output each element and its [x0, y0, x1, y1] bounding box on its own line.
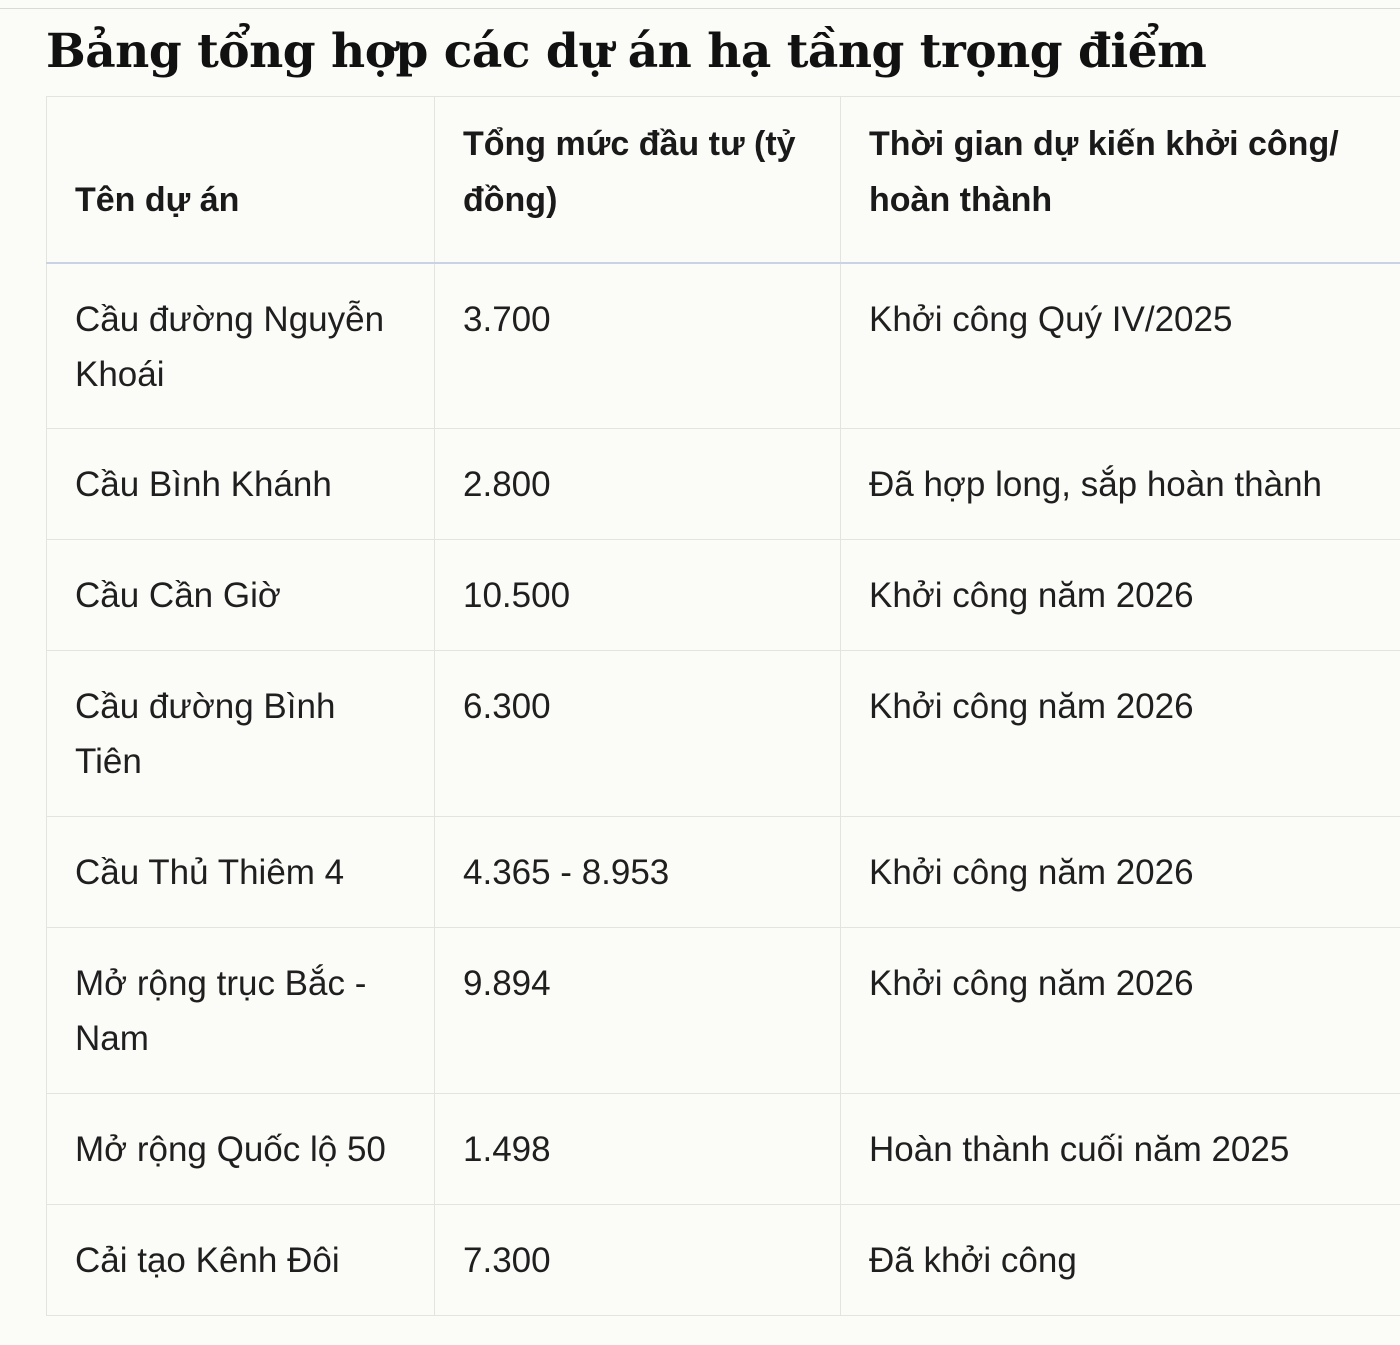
table-row — [47, 1094, 1400, 1205]
table-row — [47, 817, 1400, 928]
timeline-cell: Khởi công năm 2026 — [841, 540, 1400, 651]
column-header-timeline: Thời gian dự kiến khởi công/ hoàn thành — [841, 97, 1400, 263]
projects-table — [46, 96, 1400, 1316]
project-name-cell: Cầu Thủ Thiêm 4 — [47, 817, 435, 928]
column-header-investment: Tổng mức đầu tư (tỷ đồng) — [435, 97, 841, 263]
project-name-cell: Cầu đường Nguyễn Khoái — [47, 263, 435, 429]
project-name-cell: Mở rộng Quốc lộ 50 — [47, 1094, 435, 1205]
table-row — [47, 651, 1400, 817]
table-row — [47, 928, 1400, 1094]
projects-table-container — [46, 96, 1400, 1316]
timeline-cell: Khởi công năm 2026 — [841, 928, 1400, 1094]
investment-cell: 1.498 — [435, 1094, 841, 1205]
page-title: Bảng tổng hợp các dự án hạ tầng trọng điểm — [46, 24, 1207, 79]
timeline-cell: Khởi công năm 2026 — [841, 651, 1400, 817]
table-header — [47, 97, 1400, 263]
investment-cell: 7.300 — [435, 1205, 841, 1316]
header-row — [47, 97, 1400, 263]
project-name-cell: Cầu Bình Khánh — [47, 429, 435, 540]
timeline-cell: Đã hợp long, sắp hoàn thành — [841, 429, 1400, 540]
timeline-cell: Đã khởi công — [841, 1205, 1400, 1316]
project-name-cell: Cầu đường Bình Tiên — [47, 651, 435, 817]
top-divider — [0, 8, 1400, 9]
project-name-cell: Mở rộng trục Bắc - Nam — [47, 928, 435, 1094]
project-name-cell: Cầu Cần Giờ — [47, 540, 435, 651]
timeline-cell: Khởi công Quý IV/2025 — [841, 263, 1400, 429]
investment-cell: 6.300 — [435, 651, 841, 817]
investment-cell: 4.365 - 8.953 — [435, 817, 841, 928]
table-row — [47, 263, 1400, 429]
investment-cell: 3.700 — [435, 263, 841, 429]
table-row — [47, 429, 1400, 540]
investment-cell: 9.894 — [435, 928, 841, 1094]
table-body — [47, 263, 1400, 1316]
table-row — [47, 540, 1400, 651]
timeline-cell: Khởi công năm 2026 — [841, 817, 1400, 928]
investment-cell: 2.800 — [435, 429, 841, 540]
timeline-cell: Hoàn thành cuối năm 2025 — [841, 1094, 1400, 1205]
column-header-name: Tên dự án — [47, 97, 435, 263]
investment-cell: 10.500 — [435, 540, 841, 651]
table-row — [47, 1205, 1400, 1316]
project-name-cell: Cải tạo Kênh Đôi — [47, 1205, 435, 1316]
